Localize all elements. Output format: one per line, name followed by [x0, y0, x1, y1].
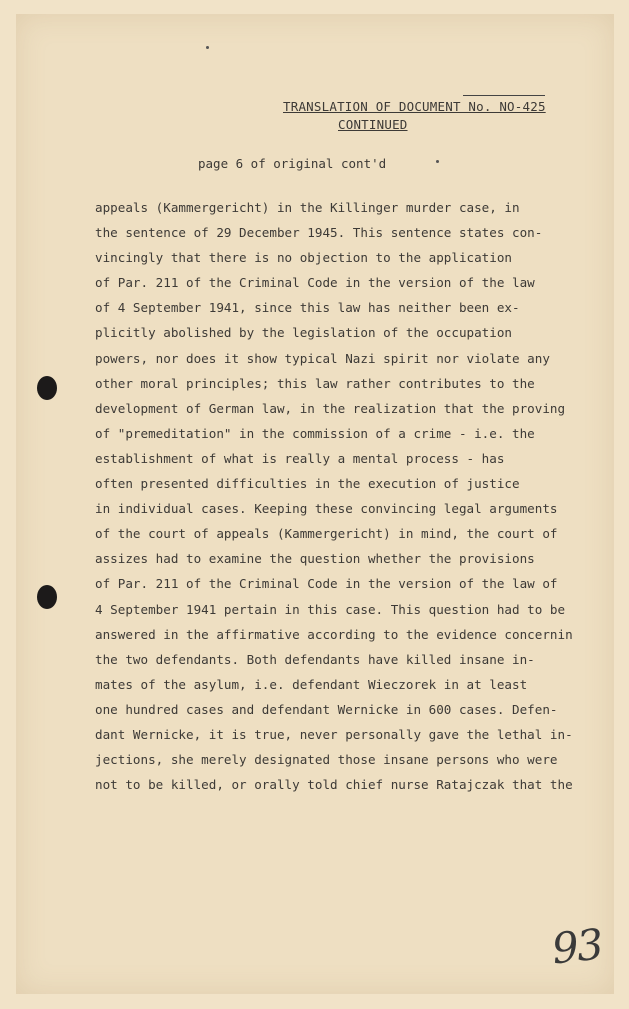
- document-header: [283, 98, 549, 134]
- body-line: of the court of appeals (Kammergericht) in mind, the court of: [95, 526, 558, 542]
- body-line: answered in the affirmative according to the evidence concernin: [95, 626, 573, 642]
- body-line: the two defendants. Both defendants have killed insane in-: [95, 651, 535, 667]
- header-title: TRANSLATION OF DOCUMENT No. NO-425: [283, 99, 546, 114]
- body-line: of "premeditation" in the commission of a crime - i.e. the: [95, 425, 535, 441]
- body-line: vincingly that there is no objection to the application: [95, 250, 513, 266]
- punch-hole-bottom: [37, 585, 57, 609]
- header-rule: [463, 95, 545, 96]
- body-line: mates of the asylum, i.e. defendant Wieczorek in at least: [95, 676, 528, 692]
- document-body: [95, 195, 605, 797]
- page-reference: page 6 of original cont'd: [198, 156, 387, 171]
- body-line: development of German law, in the realization that the proving: [95, 400, 566, 416]
- body-line: dant Wernicke, it is true, never personally gave the lethal in-: [95, 726, 573, 742]
- body-line: other moral principles; this law rather contributes to the: [95, 375, 535, 391]
- body-line: appeals (Kammergericht) in the Killinger murder case, in: [95, 200, 520, 215]
- body-line: not to be killed, or orally told chief nurse Ratajczak that the: [95, 777, 573, 793]
- body-line: powers, nor does it show typical Nazi spirit nor violate any: [95, 350, 550, 366]
- body-line: plicitly abolished by the legislation of the occupation: [95, 325, 513, 341]
- body-line: the sentence of 29 December 1945. This sentence states con-: [95, 225, 543, 241]
- handwritten-page-number: 93: [549, 919, 604, 974]
- body-line: in individual cases. Keeping these convincing legal arguments: [95, 501, 558, 517]
- body-line: of Par. 211 of the Criminal Code in the version of the law of: [95, 576, 558, 592]
- ink-speck: [206, 46, 209, 49]
- body-line: establishment of what is really a mental process - has: [95, 450, 505, 466]
- header-subtitle: CONTINUED: [338, 117, 408, 132]
- body-line: 4 September 1941 pertain in this case. This question had to be: [95, 601, 566, 617]
- body-line: often presented difficulties in the execution of justice: [95, 476, 520, 492]
- ink-speck: [436, 160, 439, 163]
- body-line: one hundred cases and defendant Wernicke in 600 cases. Defen-: [95, 701, 558, 717]
- body-line: jections, she merely designated those insane persons who were: [95, 752, 558, 768]
- punch-hole-top: [37, 376, 57, 400]
- body-line: of 4 September 1941, since this law has neither been ex-: [95, 300, 520, 316]
- body-line: assizes had to examine the question whether the provisions: [95, 551, 535, 567]
- body-line: of Par. 211 of the Criminal Code in the version of the law: [95, 275, 535, 291]
